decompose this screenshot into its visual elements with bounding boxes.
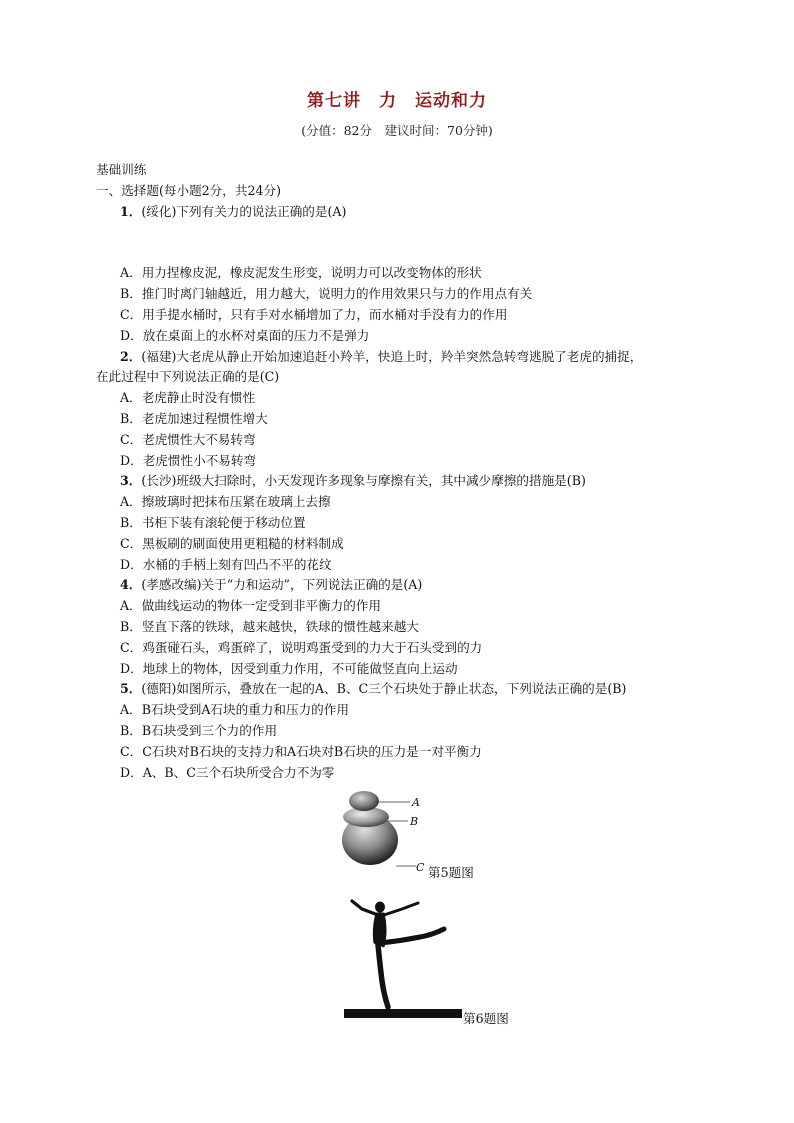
- question-stem: (长沙)班级大扫除时，小天发现许多现象与摩擦有关，其中减少摩擦的措施是(B): [141, 473, 586, 489]
- question-number: 3．: [120, 473, 142, 489]
- option: A．B石块受到A石块的重力和压力的作用: [120, 702, 349, 718]
- section-heading: 基础训练: [96, 162, 147, 177]
- figure-6-caption: 第6题图: [463, 1011, 509, 1026]
- gymnast-left-arm: [352, 901, 378, 915]
- figure-5: [340, 788, 500, 883]
- option: C．鸡蛋碰石头，鸡蛋碎了，说明鸡蛋受到的力大于石头受到的力: [120, 639, 483, 655]
- option: A．用力捏橡皮泥，橡皮泥发生形变，说明力可以改变物体的形状: [120, 265, 482, 281]
- option: D．地球上的物体，因受到重力作用，不可能做竖直向上运动: [120, 660, 458, 676]
- option: B．竖直下落的铁球，越来越快，铁球的惯性越来越大: [120, 618, 419, 634]
- figure-5-caption: 第5题图: [428, 865, 474, 880]
- gymnast-right-arm: [384, 903, 418, 915]
- question-stem-continued: 在此过程中下列说法正确的是(C): [96, 369, 280, 385]
- label-b: B: [410, 815, 419, 828]
- question-2: [96, 347, 706, 368]
- option: D．A、B、C三个石块所受合力不为零: [120, 764, 335, 780]
- question-stem: (孝感改编)关于“力和运动”，下列说法正确的是(A): [141, 577, 423, 593]
- option: C．C石块对B石块的支持力和A石块对B石块的压力是一对平衡力: [120, 743, 482, 759]
- question-number: 4．: [120, 577, 142, 593]
- question-body: [96, 160, 706, 783]
- option: C．老虎惯性大不易转弯: [120, 431, 256, 447]
- balance-beam: [344, 1009, 462, 1018]
- option: B．推门时离门轴越近，用力越大，说明力的作用效果只与力的作用点有关: [120, 286, 533, 302]
- option: D．放在桌面上的水杯对桌面的压力不是弹力: [120, 327, 370, 343]
- answer-space: [96, 222, 706, 263]
- label-c: C: [416, 861, 425, 874]
- figure-6: [340, 895, 530, 1030]
- option: D．老虎惯性小不易转弯: [120, 452, 257, 468]
- option: C．黑板刷的刷面使用更粗糙的材料制成: [120, 535, 344, 551]
- question-stem: (绥化)下列有关力的说法正确的是(A): [141, 203, 347, 219]
- option: A．老虎静止时没有惯性: [120, 390, 256, 406]
- option: C．用手提水桶时，只有手对水桶增加了力，而水桶对手没有力的作用: [120, 306, 508, 322]
- option: B．B石块受到三个力的作用: [120, 722, 278, 738]
- question-number: 2．: [120, 348, 142, 364]
- option: B．书柜下装有滚轮便于移动位置: [120, 514, 306, 530]
- stone-a: [349, 791, 379, 811]
- question-stem: (福建)大老虎从静止开始加速追赶小羚羊，快追上时，羚羊突然急转弯逃脱了老虎的捕捉，: [141, 348, 643, 364]
- question-3: [96, 471, 706, 492]
- part-heading: 一、选择题(每小题2分，共24分): [96, 182, 281, 198]
- question-stem: (德阳)如图所示，叠放在一起的A、B、C三个石块处于静止状态，下列说法正确的是(B): [141, 681, 627, 697]
- question-5: [96, 679, 706, 700]
- question-1: [96, 202, 706, 223]
- page-title: 第七讲 力 运动和力: [307, 91, 487, 111]
- label-a: A: [412, 796, 420, 809]
- option: B．老虎加速过程惯性增大: [120, 410, 268, 426]
- gymnast-standing-leg: [378, 945, 388, 1007]
- option: A．做曲线运动的物体一定受到非平衡力的作用: [120, 598, 381, 614]
- gymnast-head: [376, 902, 385, 912]
- question-number: 1．: [120, 203, 142, 219]
- page-subtitle: (分值：82分 建议时间：70分钟): [301, 123, 493, 138]
- gymnast-raised-leg: [380, 929, 444, 943]
- question-4: [96, 575, 706, 596]
- option: A．擦玻璃时把抹布压紧在玻璃上去擦: [120, 494, 331, 510]
- option: D．水桶的手柄上刻有凹凸不平的花纹: [120, 556, 332, 572]
- question-number: 5．: [120, 681, 142, 697]
